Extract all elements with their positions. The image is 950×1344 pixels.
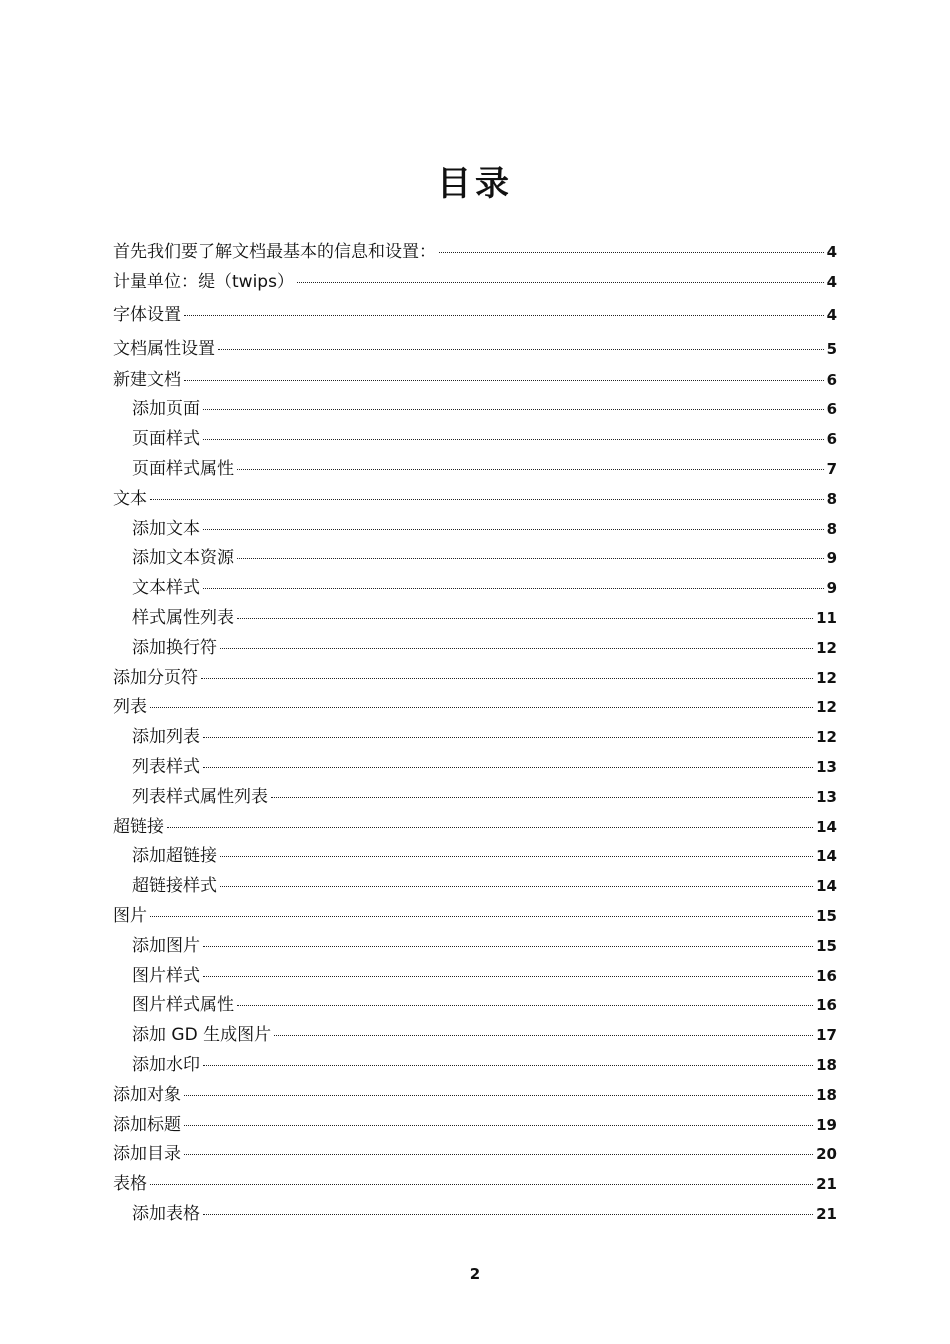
toc-entry[interactable] [113, 664, 837, 694]
toc-dot-leader [167, 827, 813, 828]
toc-entry[interactable] [113, 753, 837, 783]
toc-entry[interactable] [113, 842, 837, 872]
toc-entry-text: 图片样式属性 [132, 995, 234, 1016]
toc-dot-leader [184, 1095, 813, 1096]
toc-entry-text: 添加图片 [132, 935, 200, 956]
toc-entry-text: 添加页面 [132, 399, 200, 420]
toc-entry-page: 16 [816, 996, 837, 1015]
toc-title: 目录 [437, 164, 513, 204]
toc-entry[interactable] [113, 455, 837, 485]
toc-entry-page: 12 [816, 668, 837, 687]
toc-entry[interactable] [113, 723, 837, 753]
toc-dot-leader [150, 499, 824, 500]
toc-entry[interactable] [113, 366, 837, 396]
toc-entry-page: 15 [816, 906, 837, 925]
toc-entry-page: 4 [826, 272, 837, 291]
toc-dot-leader [150, 916, 813, 917]
toc-entry[interactable] [113, 902, 837, 932]
toc-dot-leader [237, 469, 824, 470]
toc-dot-leader [237, 1005, 813, 1006]
toc-entry-text: 文本 [113, 488, 147, 509]
toc-entry[interactable] [113, 515, 837, 545]
toc-entry-text: 添加目录 [113, 1144, 181, 1165]
toc-entry-page: 21 [816, 1175, 837, 1194]
toc-entry-text: 列表 [113, 697, 147, 718]
toc-dot-leader [220, 648, 813, 649]
toc-entry[interactable] [113, 1140, 837, 1170]
toc-entry-page: 4 [826, 243, 837, 261]
toc-entry[interactable] [113, 1021, 837, 1051]
toc-entry-page: 18 [816, 1055, 837, 1074]
toc-dot-leader [220, 856, 813, 857]
toc-entry-page: 9 [826, 549, 837, 568]
toc-entry-page: 8 [826, 519, 837, 538]
toc-entry[interactable] [113, 1111, 837, 1141]
toc-entry-page: 5 [826, 339, 837, 358]
toc-entry-text: 列表样式 [132, 756, 200, 777]
toc-dot-leader [203, 737, 813, 738]
toc-entry-text: 文档属性设置 [113, 338, 215, 359]
toc-entry-page: 6 [826, 370, 837, 389]
toc-entry-text: 添加列表 [132, 727, 200, 748]
toc-entry[interactable] [113, 332, 837, 366]
toc-dot-leader [150, 1184, 813, 1185]
toc-dot-leader [237, 558, 824, 559]
toc-entry-text: 图片 [113, 905, 147, 926]
toc-entry-page: 17 [816, 1026, 837, 1045]
toc-entry[interactable] [113, 395, 837, 425]
toc-dot-leader [203, 529, 824, 530]
toc-entry-text: 新建文档 [113, 369, 181, 390]
toc-entry-page: 12 [816, 728, 837, 747]
toc-entry-text: 超链接样式 [132, 876, 217, 897]
toc-entry-text: 添加水印 [132, 1054, 200, 1075]
toc-entry-page: 16 [816, 966, 837, 985]
toc-dot-leader [203, 439, 824, 440]
toc-dot-leader [274, 1035, 813, 1036]
toc-dot-leader [297, 282, 824, 283]
toc-entry[interactable] [113, 238, 837, 268]
toc-entry[interactable] [113, 1200, 837, 1230]
table-of-contents [113, 238, 837, 1230]
toc-entry-page: 14 [816, 847, 837, 866]
toc-dot-leader [201, 678, 813, 679]
toc-dot-leader [184, 1154, 813, 1155]
toc-dot-leader [218, 349, 824, 350]
toc-entry[interactable] [113, 693, 837, 723]
toc-entry[interactable] [113, 991, 837, 1021]
toc-entry-page: 13 [816, 757, 837, 776]
toc-dot-leader [203, 767, 813, 768]
toc-entry-page: 21 [816, 1204, 837, 1223]
toc-entry-page: 14 [816, 877, 837, 896]
toc-entry-page: 6 [826, 430, 837, 449]
toc-dot-leader [150, 707, 813, 708]
toc-entry-page: 11 [816, 608, 837, 627]
toc-entry-text: 样式属性列表 [132, 607, 234, 628]
toc-entry-text: 添加文本 [132, 518, 200, 539]
toc-entry-page: 12 [816, 698, 837, 717]
toc-entry-text: 添加标题 [113, 1114, 181, 1135]
toc-entry-text: 页面样式 [132, 429, 200, 450]
toc-entry[interactable] [113, 783, 837, 813]
toc-entry[interactable] [113, 1051, 837, 1081]
toc-entry-text: 添加 GD 生成图片 [132, 1025, 272, 1046]
toc-dot-leader [184, 1125, 813, 1126]
toc-entry-page: 15 [816, 936, 837, 955]
toc-dot-leader [184, 315, 824, 316]
toc-entry-page: 6 [826, 400, 837, 419]
toc-dot-leader [184, 380, 824, 381]
toc-dot-leader [220, 886, 813, 887]
toc-entry-text: 添加分页符 [113, 667, 198, 688]
toc-entry[interactable] [113, 574, 837, 604]
toc-entry[interactable] [113, 425, 837, 455]
toc-entry-page: 4 [826, 305, 837, 324]
toc-dot-leader [203, 976, 813, 977]
toc-entry[interactable] [113, 298, 837, 332]
toc-entry-text: 表格 [113, 1174, 147, 1195]
toc-dot-leader [203, 588, 824, 589]
toc-dot-leader [439, 252, 824, 253]
toc-entry-text: 添加表格 [132, 1203, 200, 1224]
toc-entry-page: 18 [816, 1085, 837, 1104]
page-number: 2 [469, 1265, 481, 1283]
toc-entry-page: 8 [826, 489, 837, 508]
toc-dot-leader [203, 1065, 813, 1066]
toc-entry-page: 20 [816, 1145, 837, 1164]
toc-entry[interactable] [113, 1081, 837, 1111]
toc-entry[interactable] [113, 872, 837, 902]
toc-entry-text: 计量单位：缇（twips） [113, 271, 294, 292]
toc-entry[interactable] [113, 634, 837, 664]
toc-entry-page: 12 [816, 638, 837, 657]
toc-entry[interactable] [113, 485, 837, 515]
toc-entry-text: 添加文本资源 [132, 548, 234, 569]
toc-entry-page: 14 [816, 817, 837, 836]
toc-entry-text: 添加超链接 [132, 846, 217, 867]
toc-entry-page: 13 [816, 787, 837, 806]
toc-entry-text: 添加换行符 [132, 637, 217, 658]
toc-entry-text: 超链接 [113, 816, 164, 837]
toc-entry-text: 字体设置 [113, 304, 181, 325]
toc-entry-text: 首先我们要了解文档最基本的信息和设置： [113, 242, 436, 262]
toc-entry-text: 图片样式 [132, 965, 200, 986]
toc-entry[interactable] [113, 1170, 837, 1200]
toc-entry-text: 页面样式属性 [132, 458, 234, 479]
toc-entry-text: 添加对象 [113, 1084, 181, 1105]
toc-entry[interactable] [113, 604, 837, 634]
toc-entry-page: 7 [826, 459, 837, 478]
toc-entry-page: 19 [816, 1115, 837, 1134]
toc-entry-page: 9 [826, 579, 837, 598]
toc-entry-text: 文本样式 [132, 578, 200, 599]
toc-entry-text: 列表样式属性列表 [132, 786, 268, 807]
toc-entry[interactable] [113, 962, 837, 992]
toc-entry[interactable] [113, 268, 837, 298]
toc-dot-leader [203, 409, 824, 410]
toc-entry[interactable] [113, 932, 837, 962]
toc-dot-leader [237, 618, 813, 619]
toc-entry[interactable] [113, 544, 837, 574]
toc-dot-leader [203, 946, 813, 947]
toc-entry[interactable] [113, 813, 837, 843]
toc-dot-leader [203, 1214, 813, 1215]
toc-dot-leader [271, 797, 813, 798]
